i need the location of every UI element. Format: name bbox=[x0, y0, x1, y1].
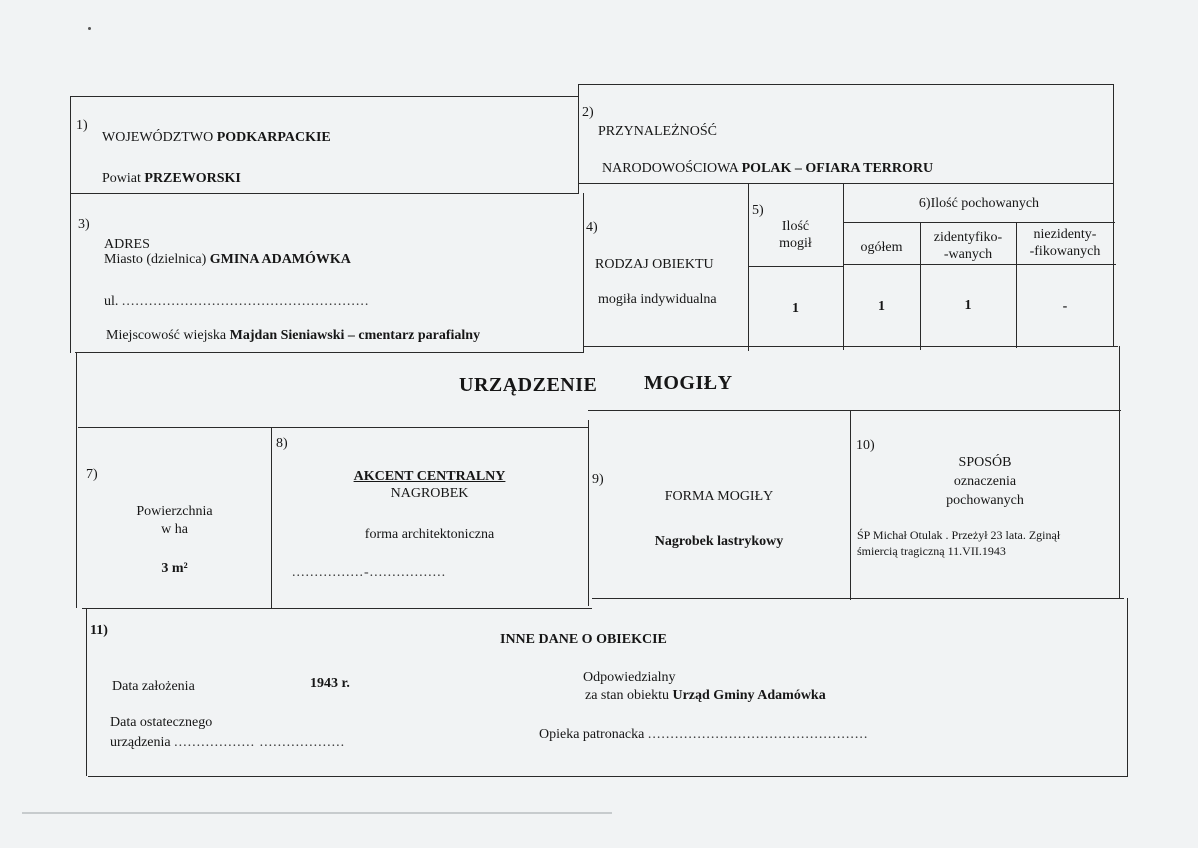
other-data-title: INNE DANE O OBIEKCIE bbox=[500, 632, 667, 647]
line-top-left bbox=[70, 96, 578, 97]
village-field bbox=[106, 328, 480, 344]
sec7-number: 7) bbox=[86, 467, 98, 482]
sec8-number: 8) bbox=[276, 436, 288, 451]
nationality-field bbox=[602, 161, 933, 177]
voivodeship-label: WOJEWÓDZTWO bbox=[102, 130, 214, 145]
line-five-sub bbox=[748, 266, 843, 267]
line-bottom bbox=[88, 776, 1128, 777]
line-col7 bbox=[271, 427, 272, 609]
founding-date-label: Data założenia bbox=[112, 679, 195, 694]
area-label-2: w ha bbox=[161, 522, 188, 537]
buried-identified-value: 1 bbox=[964, 298, 972, 313]
line-row3-left bbox=[78, 427, 588, 428]
line-mid-1 bbox=[578, 84, 579, 194]
final-date-dots: .................. ................... bbox=[174, 735, 346, 750]
area-label-1: Powierzchnia bbox=[136, 504, 213, 519]
line-row4-right bbox=[592, 598, 1124, 599]
final-date-field bbox=[110, 735, 345, 751]
line-row1-right bbox=[578, 183, 1114, 184]
line-row1-left bbox=[70, 193, 578, 194]
buried-unidentified-header-2: -fikowanych bbox=[1029, 244, 1101, 259]
county-label: Powiat bbox=[102, 171, 141, 186]
buried-unidentified-header-1: niezidenty- bbox=[1033, 227, 1097, 242]
sec1-number: 1) bbox=[76, 118, 88, 133]
founding-date-value: 1943 r. bbox=[310, 676, 350, 691]
graves-count-value: 1 bbox=[792, 301, 799, 316]
voivodeship-field bbox=[102, 130, 331, 146]
line-row3-right bbox=[588, 410, 1121, 411]
line-mid-2 bbox=[583, 193, 584, 353]
buried-unidentified-value: - bbox=[1062, 299, 1068, 314]
buried-identified-header-1: zidentyfiko- bbox=[933, 230, 1003, 245]
marking-label-2: oznaczenia bbox=[953, 474, 1017, 489]
marking-value-2: śmiercią tragiczną 11.VII.1943 bbox=[857, 544, 1006, 558]
county-field bbox=[102, 171, 241, 187]
county-value: PRZEWORSKI bbox=[144, 171, 241, 186]
object-type-value: mogiła indywidualna bbox=[598, 292, 717, 307]
street-label: ul. bbox=[104, 294, 119, 309]
line-left-1 bbox=[70, 96, 71, 353]
final-date-label-1: Data ostatecznego bbox=[110, 715, 213, 730]
responsible-value: Urząd Gminy Adamówka bbox=[672, 688, 826, 703]
marking-value-1: ŚP Michał Otulak . Przeżył 23 lata. Zginął bbox=[857, 528, 1061, 542]
line-six-sub bbox=[843, 264, 1116, 265]
heading-word-1: URZĄDZENIE bbox=[459, 374, 598, 396]
marking-label-3: pochowanych bbox=[946, 493, 1024, 508]
line-col5 bbox=[748, 183, 749, 351]
graves-count-label-1: Ilość bbox=[781, 219, 810, 234]
object-type-label: RODZAJ OBIEKTU bbox=[595, 257, 714, 272]
line-left-2 bbox=[76, 352, 77, 608]
nationality-label-2: NARODOWOŚCIOWA bbox=[602, 161, 739, 176]
sec11-number: 11) bbox=[90, 623, 108, 638]
sec3-number: 3) bbox=[78, 217, 90, 232]
scan-edge-line bbox=[22, 812, 612, 814]
village-value: Majdan Sieniawski – cmentarz parafialny bbox=[229, 328, 481, 343]
voivodeship-value: PODKARPACKIE bbox=[216, 130, 331, 145]
buried-identified-header-2: -wanych bbox=[943, 247, 993, 262]
scan-speck bbox=[88, 27, 91, 30]
line-right-3 bbox=[1127, 598, 1128, 776]
sec2-number: 2) bbox=[582, 105, 594, 120]
patronage-dots: ................................................. bbox=[647, 727, 869, 742]
patronage-field bbox=[539, 727, 868, 743]
city-label: Miasto (dzielnica) bbox=[104, 252, 207, 267]
line-left-3 bbox=[86, 608, 87, 776]
grave-form-value: Nagrobek lastrykowy bbox=[654, 534, 784, 549]
line-right-2 bbox=[1119, 346, 1120, 598]
grave-form-label: FORMA MOGIŁY bbox=[664, 489, 774, 504]
buried-count-title: 6)Ilość pochowanych bbox=[918, 196, 1040, 211]
sec4-number: 4) bbox=[586, 220, 598, 235]
buried-total-value: 1 bbox=[878, 299, 885, 314]
village-label: Miejscowość wiejska bbox=[106, 328, 227, 343]
address-label: ADRES bbox=[104, 237, 150, 252]
patronage-label: Opieka patronacka bbox=[539, 727, 645, 742]
street-field bbox=[104, 294, 369, 310]
responsible-field bbox=[585, 688, 826, 704]
line-row2-right bbox=[583, 346, 1118, 347]
sec9-number: 9) bbox=[592, 472, 604, 487]
city-field bbox=[104, 252, 351, 268]
marking-label-1: SPOSÓB bbox=[958, 455, 1012, 470]
final-date-label-2: urządzenia bbox=[110, 735, 171, 750]
architectural-form-dots: ................-................. bbox=[292, 565, 447, 580]
line-row4-left bbox=[82, 608, 592, 609]
nationality-value: POLAK – OFIARA TERRORU bbox=[741, 161, 934, 176]
central-accent-label: AKCENT CENTRALNY bbox=[353, 469, 506, 484]
line-row2-left bbox=[75, 352, 583, 353]
city-value: GMINA ADAMÓWKA bbox=[209, 252, 351, 267]
heading-word-2: MOGIŁY bbox=[644, 372, 733, 394]
area-value: 3 m² bbox=[161, 561, 188, 576]
line-top-right bbox=[578, 84, 1113, 85]
street-dots: ....................................................... bbox=[121, 294, 370, 309]
nationality-label-1: PRZYNALEŻNOŚĆ bbox=[598, 124, 718, 139]
responsible-label-1: Odpowiedzialny bbox=[583, 670, 676, 685]
graves-count-label-2: mogił bbox=[779, 236, 812, 251]
line-six-header bbox=[843, 222, 1115, 223]
buried-total-header: ogółem bbox=[860, 240, 903, 255]
line-col8 bbox=[588, 420, 589, 606]
sec5-number: 5) bbox=[752, 203, 764, 218]
architectural-form-label: forma architektoniczna bbox=[364, 527, 495, 542]
responsible-label-2: za stan obiektu bbox=[585, 688, 669, 703]
tombstone-label: NAGROBEK bbox=[390, 486, 469, 501]
sec10-number: 10) bbox=[856, 438, 875, 453]
